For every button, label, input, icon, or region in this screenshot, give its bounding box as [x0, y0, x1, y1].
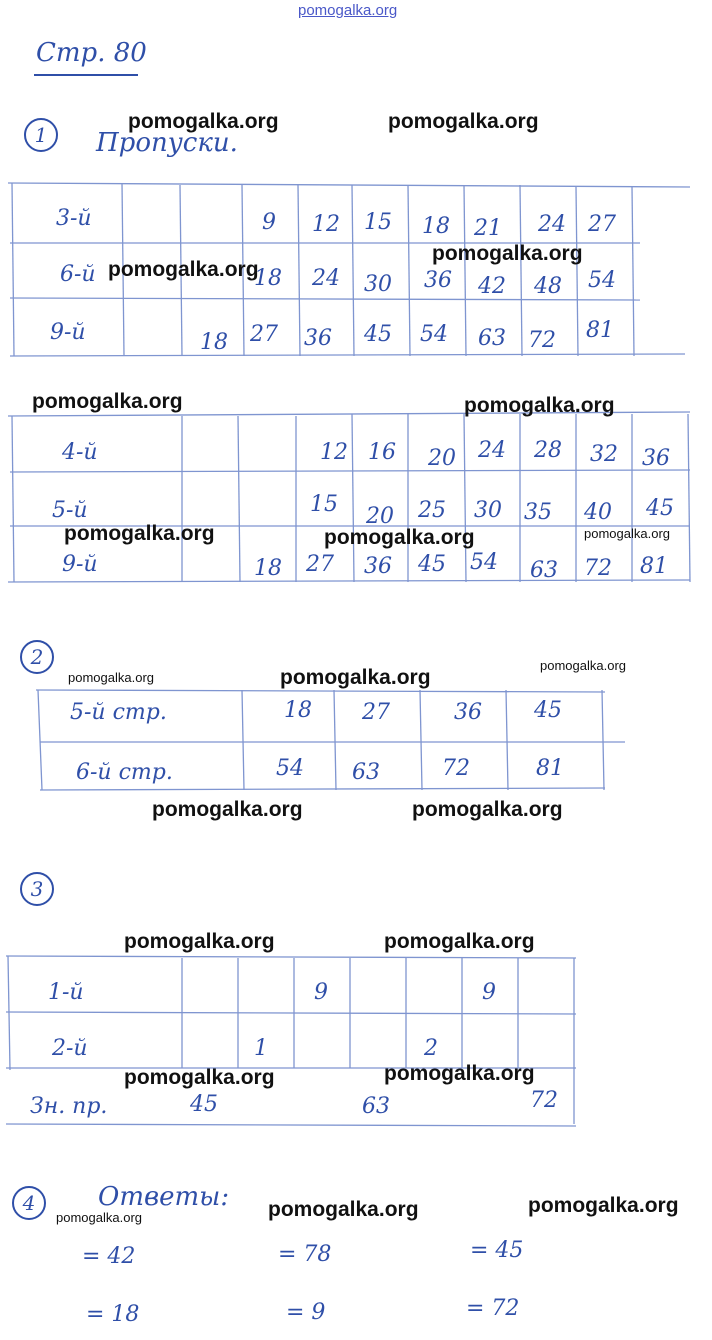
watermark: pomogalka.org [56, 1210, 142, 1225]
t2-r1-c2: 27 [362, 700, 390, 725]
t1b-r2-c4: 30 [474, 498, 502, 523]
t1a-r1-c3: 15 [364, 210, 392, 235]
watermark: pomogalka.org [68, 670, 154, 685]
page-label: Стр. 80 [36, 38, 147, 68]
t1a-row3-label: 9-й [50, 320, 86, 345]
t1a-r3-c6: 63 [478, 326, 506, 351]
t3-r2-c1: 1 [254, 1036, 268, 1061]
t4-answer-3: = 45 [470, 1238, 524, 1263]
t1b-r2-c7: 45 [646, 496, 674, 521]
watermark: pomogalka.org [432, 242, 583, 265]
watermark: pomogalka.org [412, 798, 563, 821]
watermark: pomogalka.org [540, 658, 626, 673]
watermark: pomogalka.org [152, 798, 303, 821]
t1b-r3-c1: 18 [254, 556, 282, 581]
t1b-r3-c3: 36 [364, 554, 392, 579]
t1b-r3-c8: 81 [640, 554, 668, 579]
t4-answer-4: = 18 [86, 1302, 140, 1327]
t1b-r3-c5: 54 [470, 550, 498, 575]
t3-row2-label: 2-й [52, 1036, 88, 1061]
task4-number: 4 [12, 1186, 46, 1220]
task1-title: Пропуски. [96, 128, 238, 158]
t1b-r1-c7: 36 [642, 446, 670, 471]
t1b-r2-c6: 40 [584, 500, 612, 525]
t1b-r1-c6: 32 [590, 442, 618, 467]
top-watermark[interactable]: pomogalka.org [298, 2, 398, 19]
watermark: pomogalka.org [464, 394, 615, 417]
t4-answer-5: = 9 [286, 1300, 326, 1325]
t1a-r1-c7: 27 [588, 212, 616, 237]
t3-r3-c2: 63 [362, 1094, 390, 1119]
t1a-r2-c5: 42 [478, 274, 506, 299]
task3-number: 3 [20, 872, 54, 906]
t1a-r3-c3: 36 [304, 326, 332, 351]
t1b-row1-label: 4-й [62, 440, 98, 465]
watermark: pomogalka.org [108, 258, 259, 281]
t1b-r3-c4: 45 [418, 552, 446, 577]
t1b-r1-c2: 16 [368, 440, 396, 465]
t1a-r1-c4: 18 [422, 214, 450, 239]
t3-r1-c2: 9 [482, 980, 496, 1005]
watermark: pomogalka.org [124, 1066, 275, 1089]
watermark: pomogalka.org [584, 526, 670, 541]
t3-row3-label: Зн. пр. [30, 1094, 108, 1119]
t2-r2-c1: 54 [276, 756, 304, 781]
t2-r1-c1: 18 [284, 698, 312, 723]
t1b-r1-c3: 20 [428, 446, 456, 471]
t1a-r3-c4: 45 [364, 322, 392, 347]
t1b-row3-label: 9-й [62, 552, 98, 577]
t1a-r2-c3: 30 [364, 272, 392, 297]
t1a-r3-c5: 54 [420, 322, 448, 347]
t2-row2-label: 6-й стр. [76, 760, 173, 785]
t1b-r2-c1: 15 [310, 492, 338, 517]
task2-number: 2 [20, 640, 54, 674]
t1b-r2-c2: 20 [366, 504, 394, 529]
watermark: pomogalka.org [268, 1198, 419, 1221]
t1b-r1-c1: 12 [320, 440, 348, 465]
watermark: pomogalka.org [124, 930, 275, 953]
t2-row1-label: 5-й стр. [70, 700, 167, 725]
t4-answer-2: = 78 [278, 1242, 332, 1267]
watermark: pomogalka.org [324, 526, 475, 549]
watermark: pomogalka.org [128, 110, 279, 133]
t3-r2-c2: 2 [424, 1036, 438, 1061]
t3-r1-c1: 9 [314, 980, 328, 1005]
watermark: pomogalka.org [384, 930, 535, 953]
watermark: pomogalka.org [528, 1194, 679, 1217]
watermark: pomogalka.org [384, 1062, 535, 1085]
t1b-r3-c7: 72 [584, 556, 612, 581]
t1a-r1-c5: 21 [474, 216, 502, 241]
t3-row1-label: 1-й [48, 980, 84, 1005]
t1b-r3-c2: 27 [306, 552, 334, 577]
t2-r2-c4: 81 [536, 756, 564, 781]
t1a-r3-c1: 18 [200, 330, 228, 355]
t1a-r2-c7: 54 [588, 268, 616, 293]
t1a-r3-c8: 81 [586, 318, 614, 343]
t2-r2-c3: 72 [442, 756, 470, 781]
t2-r1-c3: 36 [454, 700, 482, 725]
task4-title: Ответы: [98, 1182, 230, 1212]
t1b-row2-label: 5-й [52, 498, 88, 523]
t3-r3-c1: 45 [190, 1092, 218, 1117]
t1a-r2-c6: 48 [534, 274, 562, 299]
t1a-r1-c6: 24 [538, 212, 566, 237]
t1a-r2-c2: 24 [312, 266, 340, 291]
t1a-r3-c2: 27 [250, 322, 278, 347]
t3-r3-c3: 72 [530, 1088, 558, 1113]
t1b-r2-c3: 25 [418, 498, 446, 523]
t1b-r1-c4: 24 [478, 438, 506, 463]
page-label-underline [34, 74, 138, 76]
watermark: pomogalka.org [388, 110, 539, 133]
t1a-r2-c1: 18 [254, 266, 282, 291]
watermark: pomogalka.org [32, 390, 183, 413]
t1a-row1-label: 3-й [56, 206, 92, 231]
t2-r2-c2: 63 [352, 760, 380, 785]
t4-answer-6: = 72 [466, 1296, 520, 1321]
t1b-r3-c6: 63 [530, 558, 558, 583]
t1b-r2-c5: 35 [524, 500, 552, 525]
t1a-r2-c4: 36 [424, 268, 452, 293]
t1a-row2-label: 6-й [60, 262, 96, 287]
t1a-r1-c1: 9 [262, 210, 276, 235]
t1b-r1-c5: 28 [534, 438, 562, 463]
watermark: pomogalka.org [64, 522, 215, 545]
t4-answer-1: = 42 [82, 1244, 136, 1269]
t1a-r3-c7: 72 [528, 328, 556, 353]
watermark: pomogalka.org [280, 666, 431, 689]
t1a-r1-c2: 12 [312, 212, 340, 237]
t2-r1-c4: 45 [534, 698, 562, 723]
task1-number: 1 [24, 118, 58, 152]
